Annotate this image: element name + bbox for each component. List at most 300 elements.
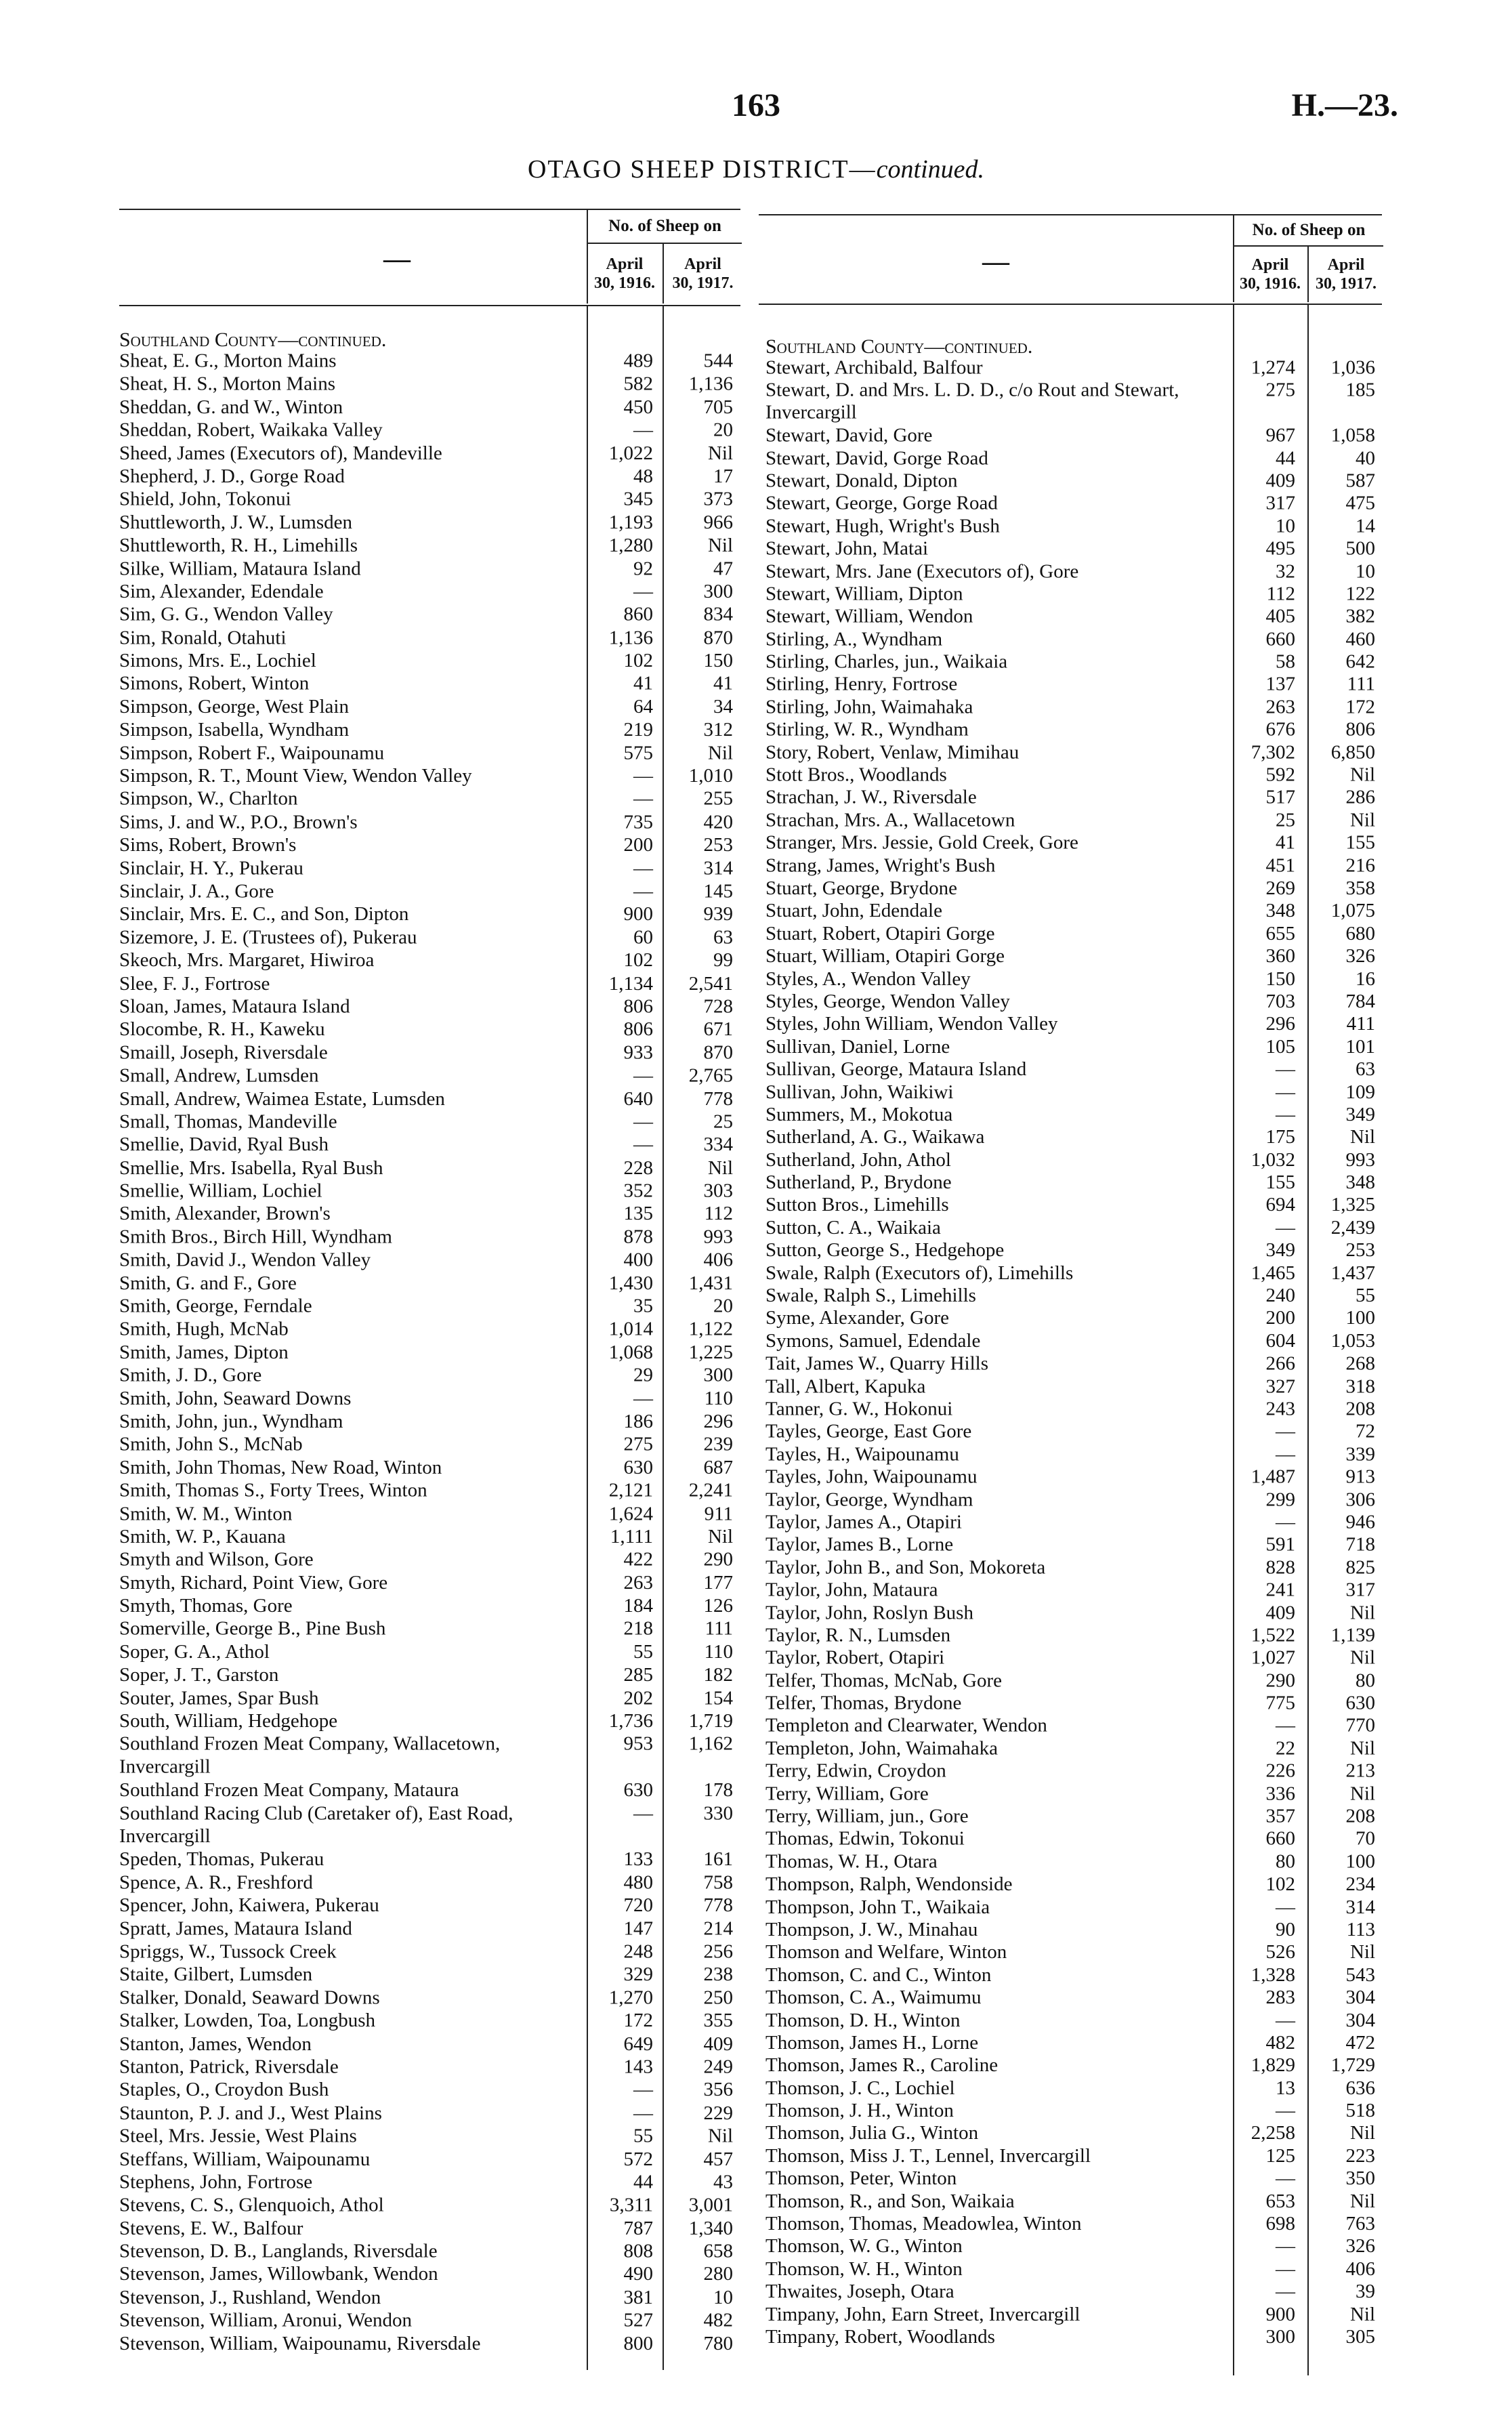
sheep-1916: 200 [1265, 1308, 1295, 1329]
sheep-1917: 10 [713, 2286, 733, 2308]
owner-name: Smith, David J., Wendon Valley [119, 1249, 371, 1271]
sheep-1916: 102 [623, 949, 653, 972]
table-row [765, 1556, 1382, 1579]
table-row [765, 719, 1382, 741]
sheep-1917: 249 [703, 2056, 733, 2078]
owner-name: Strachan, Mrs. A., Wallacetown [765, 810, 1015, 831]
owner-name: Smith, George, Ferndale [119, 1295, 312, 1317]
sheep-1917: 356 [703, 2079, 733, 2101]
sheep-1916: 655 [1265, 923, 1295, 944]
table-row [119, 1272, 740, 1295]
sheep-1916: 660 [1265, 1828, 1295, 1850]
table-row [119, 1341, 740, 1364]
table-row [119, 419, 740, 442]
sheep-1917: 110 [704, 1641, 733, 1663]
owner-name: Southland Frozen Meat Company, Mataura [119, 1779, 459, 1802]
owner-name: Simpson, Isabella, Wyndham [119, 719, 350, 741]
owner-name: Sinclair, J. A., Gore [119, 880, 274, 902]
table-row [765, 2258, 1382, 2281]
sheep-1917: 544 [703, 350, 733, 372]
table-row [765, 2009, 1382, 2031]
table-row [765, 2054, 1382, 2077]
owner-name: Sheddan, G. and W., Winton [119, 396, 343, 418]
table-row [765, 1013, 1382, 1035]
owner-name: Thwaites, Joseph, Otara [765, 2281, 954, 2303]
sheep-1917: 100 [1345, 1851, 1375, 1873]
table-row [119, 2171, 740, 2194]
sheep-1916: — [1276, 2258, 1295, 2280]
owner-name: Stirling, John, Waimahaka [765, 696, 973, 718]
table-row [119, 1203, 740, 1226]
table-row [119, 511, 740, 534]
sheep-1916: — [633, 419, 653, 441]
sheep-1916: 1,134 [608, 972, 653, 995]
table-row [119, 2079, 740, 2102]
sheep-1916: 102 [623, 650, 653, 671]
sheep-1917: 314 [703, 857, 733, 879]
sheep-1917: 20 [713, 419, 733, 441]
sheep-1916: 300 [1265, 2326, 1295, 2348]
sheep-1917: 111 [705, 1618, 733, 1640]
owner-name: Souter, James, Spar Bush [119, 1687, 319, 1709]
owner-name: Telfer, Thomas, McNab, Gore [765, 1669, 1002, 1692]
owner-name: Smyth, Thomas, Gore [119, 1595, 293, 1617]
sheep-1917: 1,036 [1330, 356, 1375, 379]
sheep-1917: 349 [1345, 1104, 1375, 1125]
sheep-1916: 582 [623, 373, 653, 395]
sheep-1916: 1,430 [608, 1272, 653, 1294]
owner-name: Stevens, C. S., Glenquoich, Athol [119, 2194, 384, 2216]
sheep-1917: 993 [1345, 1149, 1375, 1171]
sheep-1916: — [1276, 1512, 1295, 1533]
sheep-1917: 475 [1345, 493, 1375, 514]
sheep-1916: 703 [1265, 991, 1295, 1012]
document-reference: H.—23. [1291, 87, 1398, 123]
owner-name: Thomas, W. H., Otara [765, 1851, 938, 1873]
sheep-1917: 1,122 [688, 1318, 733, 1340]
sheep-1917: 1,058 [1330, 425, 1375, 446]
sheep-1916: 828 [1265, 1556, 1295, 1578]
sheep-1916: — [1276, 1058, 1295, 1080]
sheep-1916: 202 [623, 1687, 653, 1709]
owner-name: Tall, Albert, Kapuka [765, 1375, 926, 1397]
sheep-1917: 543 [1345, 1964, 1375, 1986]
table-row [765, 741, 1382, 764]
sheep-1917: 208 [1345, 1806, 1375, 1827]
sheep-1917: 1,719 [688, 1710, 733, 1732]
owner-name: Sims, J. and W., P.O., Brown's [119, 811, 358, 833]
table-row [119, 903, 740, 926]
sheep-1917: 1,729 [1330, 2054, 1375, 2077]
sheep-1916: 653 [1265, 2190, 1295, 2212]
sheep-1916: 137 [1265, 673, 1295, 695]
table-row [765, 1896, 1382, 1918]
sheep-1917: 966 [703, 512, 733, 533]
sheep-1916: 336 [1265, 1783, 1295, 1805]
sheep-1917: 112 [704, 1203, 733, 1225]
owner-name: Stewart, John, Matai [765, 538, 929, 560]
owner-name: Speden, Thomas, Pukerau [119, 1848, 324, 1871]
owner-name: Tait, James W., Quarry Hills [765, 1353, 989, 1375]
table-row [119, 2125, 740, 2148]
sheep-1916: — [1276, 1081, 1295, 1103]
sheep-1916: 698 [1265, 2213, 1295, 2234]
table-row [119, 718, 740, 741]
page-number: 163 [732, 87, 780, 123]
owner-name: Stewart, Archibald, Balfour [765, 356, 983, 379]
sheep-1916: 241 [1265, 1579, 1295, 1601]
table-row [765, 1987, 1382, 2009]
sheep-1917: 1,340 [688, 2217, 733, 2239]
table-row [119, 672, 740, 695]
table-row [119, 833, 740, 856]
sheep-1917: 43 [713, 2171, 733, 2193]
table-row [119, 1732, 740, 1779]
table-row [765, 1805, 1382, 1827]
table-row [765, 1692, 1382, 1714]
table-row [119, 764, 740, 787]
owner-name: Taylor, Robert, Otapiri [765, 1647, 945, 1669]
table-row [765, 1330, 1382, 1352]
owner-name: Skeoch, Mrs. Margaret, Hiwiroa [119, 949, 375, 972]
owner-name: Sloan, James, Mataura Island [119, 995, 350, 1018]
table-row [765, 447, 1382, 470]
sheep-1917: 268 [1345, 1353, 1375, 1375]
table-row [119, 626, 740, 649]
owner-name: Spencer, John, Kaiwera, Pukerau [119, 1894, 379, 1917]
owner-name: Stranger, Mrs. Jessie, Gold Creek, Gore [765, 832, 1078, 854]
sheep-1917: 300 [703, 581, 733, 602]
owner-name: Smith, Alexander, Brown's [119, 1203, 331, 1225]
sheep-1916: 800 [623, 2332, 653, 2354]
sheep-1916: 808 [623, 2240, 653, 2262]
sheep-1916: 275 [623, 1434, 653, 1455]
sheep-1916: 575 [623, 742, 653, 764]
sheep-1916: 591 [1265, 1534, 1295, 1556]
table-row [119, 1617, 740, 1640]
sheep-1917: 41 [713, 673, 733, 694]
sheep-1917: Nil [1349, 1738, 1375, 1760]
table-row [765, 2213, 1382, 2235]
sheep-1917: 1,437 [1330, 1262, 1375, 1284]
owner-name: Soper, G. A., Athol [119, 1641, 270, 1663]
sheep-1916: 490 [623, 2263, 653, 2285]
sheep-1917: 705 [703, 396, 733, 418]
sheep-1917: Nil [707, 442, 733, 464]
sheep-1916: 676 [1265, 719, 1295, 741]
sheep-1917: 870 [703, 1041, 733, 1064]
sheep-1917: 150 [703, 650, 733, 671]
sheep-1917: 47 [713, 558, 733, 579]
sheep-1916: 735 [623, 811, 653, 833]
right-rows [765, 356, 1382, 2348]
table-row [119, 972, 740, 995]
sheep-1916: 900 [1265, 2304, 1295, 2325]
table-row [119, 2217, 740, 2240]
sheep-1917: 326 [1345, 2236, 1375, 2258]
sheep-1917: 411 [1346, 1013, 1375, 1035]
owner-name: Thomson, C. and C., Winton [765, 1964, 992, 1986]
sheep-1917: 182 [703, 1664, 733, 1686]
sheep-1916: — [1276, 2168, 1295, 2190]
sheep-1916: 133 [623, 1848, 653, 1871]
owner-name: Stuart, George, Brydone [765, 877, 957, 899]
owner-name: Story, Robert, Venlaw, Mimihau [765, 742, 1020, 764]
table-row [765, 1398, 1382, 1420]
table-row [119, 695, 740, 718]
sheep-1917: 216 [1345, 855, 1375, 877]
table-row [765, 696, 1382, 718]
owner-name: Stevens, E. W., Balfour [119, 2217, 303, 2239]
table-row [119, 1041, 740, 1064]
sheep-1917: 806 [1345, 719, 1375, 741]
table-row [119, 787, 740, 810]
table-row [119, 810, 740, 833]
table-row [765, 1081, 1382, 1103]
table-row [765, 787, 1382, 809]
table-row [119, 1894, 740, 1917]
table-row [119, 1848, 740, 1871]
owner-name: Thomson and Welfare, Winton [765, 1941, 1007, 1963]
sheep-1916: 55 [633, 1641, 653, 1663]
sheep-1916: 933 [623, 1041, 653, 1064]
owner-name: Summers, M., Mokotua [765, 1104, 953, 1125]
owner-name: Sim, Ronald, Otahuti [119, 627, 287, 648]
owner-name: Sims, Robert, Brown's [119, 834, 297, 856]
table-row [765, 1217, 1382, 1239]
owner-name: Tayles, John, Waipounamu [765, 1466, 978, 1488]
sheep-1916: 155 [1265, 1171, 1295, 1193]
table-row [765, 900, 1382, 922]
sheep-1916: 1,027 [1251, 1647, 1295, 1669]
sheep-1917: 280 [703, 2263, 733, 2285]
sheep-1917: 687 [703, 1457, 733, 1478]
sheep-1917: 63 [1356, 1058, 1375, 1080]
owner-name: Stevenson, William, Aronui, Wendon [119, 2309, 413, 2331]
sheep-1916: 1,032 [1251, 1149, 1295, 1171]
sheep-1916: 953 [623, 1733, 653, 1755]
sheep-1916: 720 [623, 1894, 653, 1917]
owner-name: Stewart, David, Gore [765, 425, 933, 446]
sheep-1917: 1,010 [688, 765, 733, 787]
header-dash: — [982, 246, 1009, 276]
sheep-1916: 900 [623, 903, 653, 926]
owner-name: Timpany, John, Earn Street, Invercargill [765, 2304, 1080, 2325]
owner-name: Sutherland, John, Athol [765, 1149, 951, 1171]
table-row [119, 741, 740, 764]
owner-name: Taylor, R. N., Lumsden [765, 1625, 951, 1646]
sheep-1916: 60 [633, 926, 653, 949]
sheep-1917: Nil [1349, 2123, 1375, 2144]
owner-name: Southland Racing Club (Caretaker of), East Road, Invercargill [119, 1802, 513, 1847]
group-label: No. of Sheep on [588, 210, 742, 244]
sheep-1916: 348 [1265, 900, 1295, 921]
sheep-1916: 13 [1276, 2077, 1295, 2099]
sheep-1916: 482 [1265, 2032, 1295, 2054]
owner-name: Stalker, Lowden, Toa, Longbush [119, 2010, 376, 2032]
table-row [765, 1035, 1382, 1058]
sheep-1917: 482 [703, 2309, 733, 2331]
sheep-1917: 825 [1345, 1556, 1375, 1578]
owner-name: Smaill, Joseph, Riversdale [119, 1041, 328, 1064]
owner-name: Sutherland, A. G., Waikawa [765, 1127, 985, 1148]
sheep-1916: 345 [623, 488, 653, 510]
sheep-1917: 658 [703, 2240, 733, 2262]
owner-name: Somerville, George B., Pine Bush [119, 1618, 386, 1640]
table-row [765, 2167, 1382, 2190]
owner-name: Thomson, J. C., Lochiel [765, 2077, 955, 2099]
owner-name: Thomson, Thomas, Meadowlea, Winton [765, 2213, 1082, 2234]
sheep-1916: 640 [623, 1087, 653, 1110]
sheep-1916: 55 [633, 2125, 653, 2147]
owner-name: Spriggs, W., Tussock Creek [119, 1940, 337, 1963]
col-1917-header [1307, 247, 1383, 302]
sheep-1916: 218 [623, 1618, 653, 1640]
owner-name: Sim, G. G., Wendon Valley [119, 604, 333, 625]
table-row [765, 809, 1382, 831]
table-row [119, 1134, 740, 1157]
sheep-1917: 420 [703, 811, 733, 833]
table-row [119, 1987, 740, 2010]
table-row [765, 2122, 1382, 2144]
table-row [119, 2309, 740, 2332]
table-row [119, 649, 740, 672]
sheep-1916: 1,522 [1251, 1625, 1295, 1646]
owner-name: Stevenson, J., Rushland, Wendon [119, 2286, 381, 2308]
sheep-1917: 70 [1356, 1828, 1375, 1850]
owner-name: Smith, W. M., Winton [119, 1503, 293, 1524]
table-row [765, 1262, 1382, 1285]
sheep-1917: 1,162 [688, 1733, 733, 1755]
table-row [119, 1663, 740, 1686]
sheep-1917: 286 [1345, 787, 1375, 808]
sheep-1916: 1,280 [608, 535, 653, 556]
sheep-1917: Nil [1349, 810, 1375, 831]
owner-name: Stuart, Robert, Otapiri Gorge [765, 923, 995, 944]
sheep-1916: 451 [1265, 855, 1295, 877]
sheep-1917: 238 [703, 1963, 733, 1986]
col-1916-label: April 30, 1916. [1240, 256, 1301, 293]
owner-name: Stephens, John, Fortrose [119, 2171, 313, 2193]
sheep-1916: 1,014 [608, 1318, 653, 1340]
sheep-1917: 1,325 [1330, 1194, 1375, 1216]
sheep-1917: 126 [703, 1595, 733, 1617]
sheep-1917: 290 [703, 1549, 733, 1571]
table-row [765, 1375, 1382, 1398]
sheep-1917: 778 [703, 1087, 733, 1110]
owner-name: Smellie, David, Ryal Bush [119, 1134, 329, 1156]
district-title [0, 154, 1512, 184]
table-row [765, 1352, 1382, 1375]
owner-name: South, William, Hedgehope [119, 1710, 338, 1732]
sheep-1917: 630 [1345, 1692, 1375, 1714]
sheep-1916: 32 [1276, 560, 1295, 582]
sheep-1916: 1,274 [1251, 356, 1295, 379]
sheep-1916: 860 [623, 604, 653, 625]
sheep-1917: 330 [703, 1802, 733, 1825]
sheep-1916: 275 [1265, 379, 1295, 401]
sheep-1916: 327 [1265, 1375, 1295, 1397]
owner-name: Simpson, Robert F., Waipounamu [119, 742, 385, 764]
table-row [119, 442, 740, 465]
owner-name: Smellie, William, Lochiel [119, 1180, 322, 1202]
sheep-1917: 253 [703, 834, 733, 856]
table-row [119, 926, 740, 949]
sheep-1916: 775 [1265, 1692, 1295, 1714]
sheep-1916: 44 [1276, 447, 1295, 469]
sheep-1916: 480 [623, 1871, 653, 1894]
sheep-1916: — [1276, 2010, 1295, 2031]
owner-name: Steel, Mrs. Jessie, West Plains [119, 2125, 357, 2147]
sheep-1916: 2,258 [1251, 2123, 1295, 2144]
owner-name: Steffans, William, Waipounamu [119, 2148, 371, 2170]
sheep-1917: 770 [1345, 1715, 1375, 1737]
sheep-1917: Nil [1349, 1941, 1375, 1963]
owner-name: Stanton, James, Wendon [119, 2033, 312, 2055]
sheep-1917: 312 [703, 719, 733, 741]
owner-name: Thomson, James H., Lorne [765, 2032, 979, 2054]
sheep-1917: 680 [1345, 923, 1375, 944]
owner-name: Smellie, Mrs. Isabella, Ryal Bush [119, 1157, 383, 1179]
owner-name: Soper, J. T., Garston [119, 1664, 279, 1686]
sheep-1917: 834 [703, 604, 733, 625]
sheep-1916: 112 [1266, 583, 1295, 605]
table-row [119, 2194, 740, 2217]
table-row [765, 515, 1382, 537]
sheep-1917: 1,075 [1330, 900, 1375, 921]
sheep-1916: 243 [1265, 1398, 1295, 1420]
sheep-1916: 1,487 [1251, 1466, 1295, 1488]
sheep-1916: 1,270 [608, 1987, 653, 2009]
sheep-1917: 300 [703, 1364, 733, 1386]
owner-name: Staples, O., Croydon Bush [119, 2079, 329, 2101]
owner-name: Smith, J. D., Gore [119, 1364, 262, 1386]
sheep-1917: 409 [703, 2033, 733, 2055]
owner-name: Stewart, Mrs. Jane (Executors of), Gore [765, 560, 1079, 582]
table-row [119, 603, 740, 626]
sheep-1917: 234 [1345, 1873, 1375, 1895]
sheep-1917: 255 [703, 788, 733, 810]
table-row [119, 373, 740, 396]
sheep-1917: Nil [1349, 2304, 1375, 2325]
sheep-1916: 283 [1265, 1987, 1295, 2008]
owner-name: Templeton and Clearwater, Wendon [765, 1715, 1047, 1737]
district-title-main: OTAGO SHEEP DISTRICT— [527, 155, 877, 184]
table-row [119, 1249, 740, 1272]
owner-name: Thompson, Ralph, Wendonside [765, 1873, 1013, 1895]
table-row [119, 2263, 740, 2286]
sheep-1916: 58 [1276, 651, 1295, 673]
owner-name: Sheed, James (Executors of), Mandeville [119, 442, 442, 464]
sheep-1916: 263 [623, 1572, 653, 1594]
owner-name: Stewart, D. and Mrs. L. D. D., c/o Rout and Stewart, Invercargill [765, 379, 1179, 423]
owner-name: Tayles, H., Waipounamu [765, 1443, 959, 1465]
sheep-1917: 145 [703, 880, 733, 902]
owner-name: Stewart, David, Gorge Road [765, 447, 988, 469]
owner-name: Smith, James, Dipton [119, 1341, 289, 1363]
sheep-1917: 99 [713, 949, 733, 972]
sheep-1917: Nil [707, 1526, 733, 1547]
owner-name: Tanner, G. W., Hokonui [765, 1398, 953, 1420]
sheep-1917: 80 [1356, 1669, 1375, 1692]
sheep-1916: — [1276, 1104, 1295, 1125]
owner-name: Thomson, W. G., Winton [765, 2236, 963, 2258]
sheep-1916: 263 [1265, 696, 1295, 718]
table-row [765, 424, 1382, 446]
table-row [119, 2148, 740, 2171]
table-row [119, 350, 740, 373]
owner-name: Strang, James, Wright's Bush [765, 855, 996, 877]
